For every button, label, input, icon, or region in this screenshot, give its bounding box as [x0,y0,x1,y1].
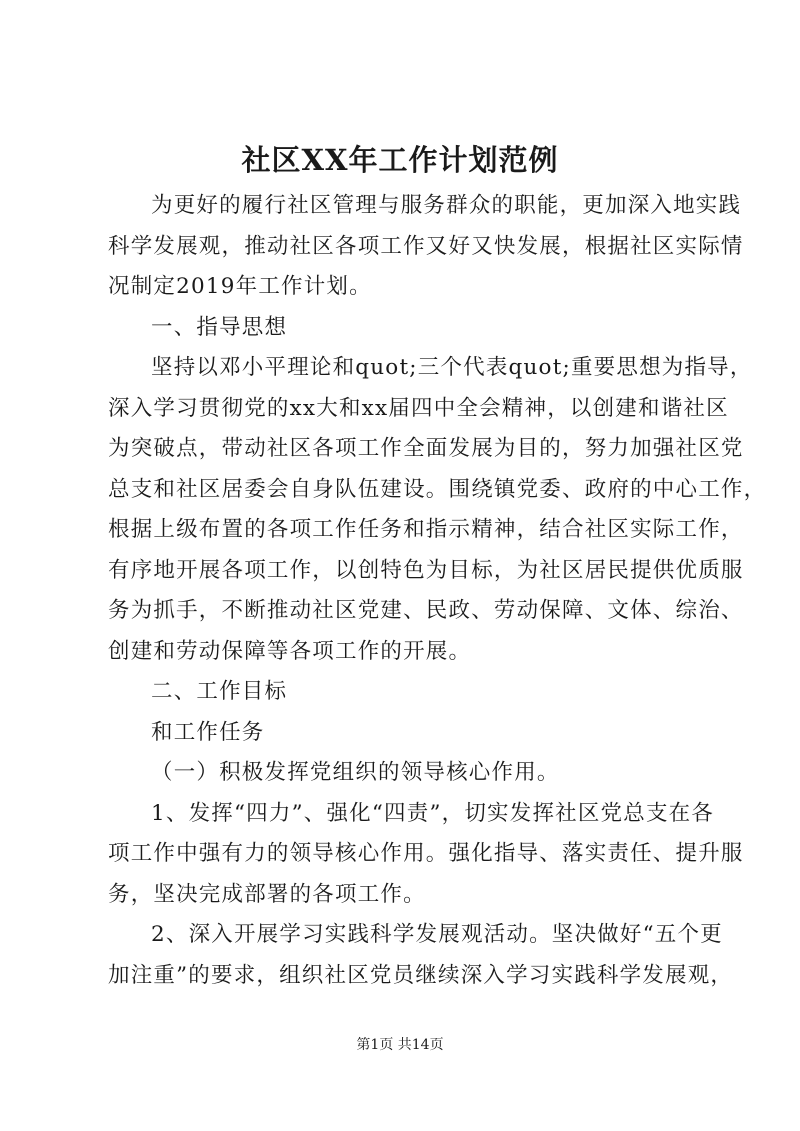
paragraph-line: 坚持以邓小平理论和quot;三个代表quot;重要思想为指导， [151,355,753,380]
paragraph-line: 根据上级布置的各项工作任务和指示精神，结合社区实际工作， [108,517,744,542]
paragraph-line: 深入学习贯彻党的xx大和xx届四中全会精神，以创建和谐社区 [108,395,729,421]
paragraph-line: 有序地开展各项工作，以创特色为目标，为社区居民提供优质服 [108,557,744,583]
paragraph-line: 创建和劳动保障等各项工作的开展。 [108,638,472,664]
section-heading: 和工作任务 [151,719,265,745]
document-body [108,186,767,996]
paragraph-line: 为突破点，带动社区各项工作全面发展为目的，努力加强社区党 [108,436,744,461]
paragraph-line: 1、发挥“四力”、强化“四责”，切实发挥社区党总支在各 [151,800,715,826]
page-number-footer: 第1页 共14页 [356,1037,444,1053]
paragraph-line: 务为抓手，不断推动社区党建、民政、劳动保障、文体、综治、 [108,598,744,623]
paragraph-line: 科学发展观，推动社区各项工作又好又快发展，根据社区实际情 [108,233,744,259]
section-heading: 一、指导思想 [151,314,288,340]
paragraph-line: 务，坚决完成部署的各项工作。 [108,881,426,907]
paragraph-line: 为更好的履行社区管理与服务群众的职能，更加深入地实践 [151,193,742,218]
paragraph-line: 2、深入开展学习实践科学发展观活动。坚决做好“五个更 [151,922,723,947]
paragraph-line: 加注重”的要求，组织社区党员继续深入学习实践科学发展观， [108,962,734,988]
subsection-heading: （一）积极发挥党组织的领导核心作用。 [151,760,560,785]
section-heading: 二、工作目标 [151,679,288,704]
paragraph-line: 项工作中强有力的领导核心作用。强化指导、落实责任、提升服 [108,841,744,866]
document-title: 社区XX年工作计划范例 [241,143,559,177]
paragraph-line: 总支和社区居委会自身队伍建设。围绕镇党委、政府的中心工作， [108,476,767,502]
paragraph-line: 况制定2019年工作计划。 [108,274,372,299]
